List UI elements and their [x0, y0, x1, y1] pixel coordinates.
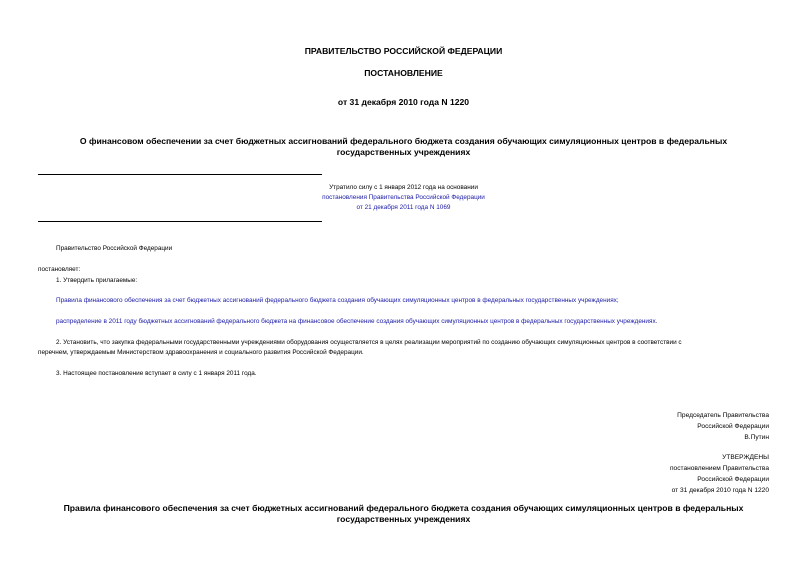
- item-1-text: 1. Утвердить прилагаемые:: [56, 277, 138, 284]
- signature-name: В.Путин: [744, 434, 769, 441]
- repeal-notice-link-line1[interactable]: постановления Правительства Российской Федерации: [322, 194, 485, 201]
- repeal-notice-link[interactable]: [200, 193, 607, 213]
- item-3-text: 3. Настоящее постановление вступает в силу с 1 января 2011 года.: [56, 370, 257, 377]
- rules-link[interactable]: Правила финансового обеспечения за счет бюджетных ассигнований федерального бюджета создания обучающих симуляционных центров в федеральных государственных учреждениях;: [56, 297, 619, 304]
- rules-title-line2: государственных учреждениях: [336, 514, 471, 524]
- signature-position: Председатель Правительства: [677, 412, 769, 419]
- repeal-notice-text: Утратило силу с 1 января 2012 года на основании: [329, 184, 478, 191]
- divider-top: [38, 174, 322, 175]
- approved-date-number: от 31 декабря 2010 года N 1220: [671, 487, 769, 494]
- document-title: [0, 136, 807, 158]
- item-2-line1: 2. Установить, что закупка федеральными государственными учреждениями оборудования осуществляется в целях реализации мероприятий по созданию обучающих симуляционных центров в соответствии с: [56, 339, 682, 346]
- repeal-notice-link-line2[interactable]: от 21 декабря 2011 года N 1069: [356, 204, 451, 211]
- document-type: ПОСТАНОВЛЕНИЕ: [364, 68, 443, 78]
- approved-heading: УТВЕРЖДЕНЫ: [722, 454, 769, 461]
- distribution-link[interactable]: распределение в 2011 году бюджетных ассигнований федерального бюджета на финансовое обеспечение создания обучающих симуляционных центров в федеральных государственных учреждениях.: [56, 318, 658, 325]
- document-title-line2: государственных учреждениях: [336, 147, 471, 157]
- approved-country: Российской Федерации: [697, 476, 769, 483]
- government-heading: ПРАВИТЕЛЬСТВО РОССИЙСКОЙ ФЕДЕРАЦИИ: [304, 46, 503, 56]
- signature-country: Российской Федерации: [697, 423, 769, 430]
- rules-title-line1: Правила финансового обеспечения за счет бюджетных ассигнований федерального бюджета создания обучающих симуляционных центров в федеральных: [63, 503, 744, 513]
- document-date-number: от 31 декабря 2010 года N 1220: [337, 97, 470, 107]
- item-2-line2: перечнем, утверждаемым Министерством здравоохранения и социального развития Российской Федерации.: [38, 349, 364, 356]
- repeal-notice: [200, 183, 607, 213]
- rules-title: [0, 503, 807, 525]
- divider-bottom: [38, 221, 322, 222]
- government-rf-text: Правительство Российской Федерации: [56, 245, 173, 252]
- signature-block: [677, 410, 769, 443]
- approved-block: [670, 452, 769, 496]
- decrees-text: постановляет:: [38, 266, 81, 273]
- document-title-line1: О финансовом обеспечении за счет бюджетных ассигнований федерального бюджета создания обучающих симуляционных центров в федеральных: [79, 136, 728, 146]
- approved-by: постановлением Правительства: [669, 465, 769, 472]
